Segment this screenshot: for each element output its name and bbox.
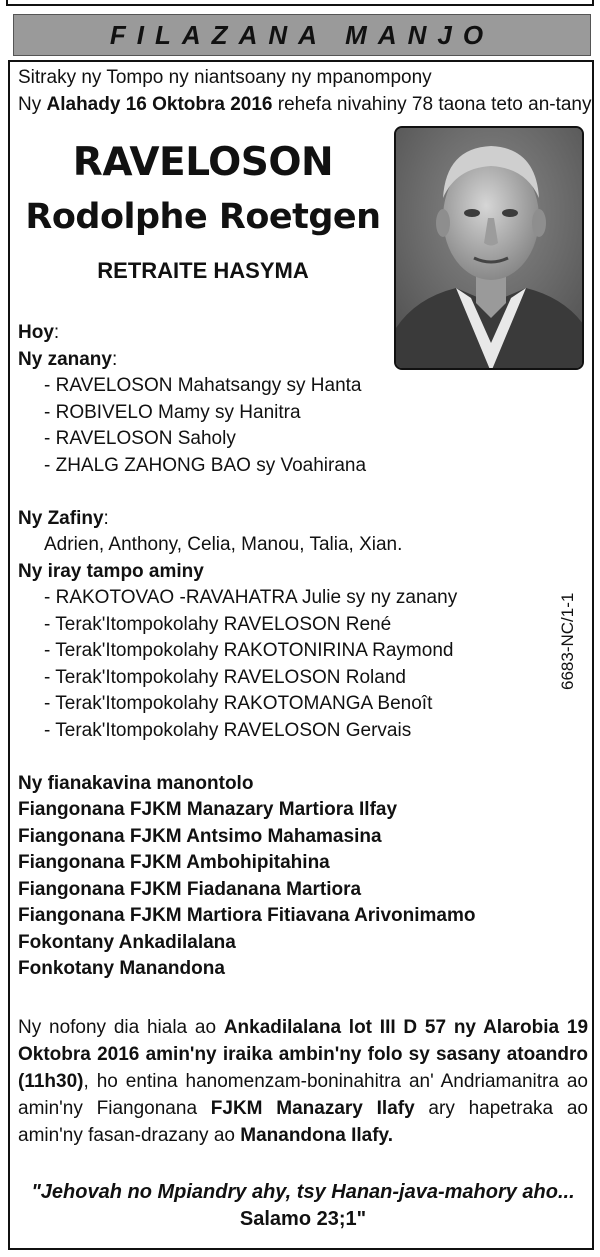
group-item: Ny fianakavina manontolo: [18, 772, 254, 794]
intro-line-2-prefix: Ny: [18, 94, 47, 115]
burial-text-3: ary hapetraka ao amin'ny fasan-drazany ao: [18, 1098, 588, 1146]
relatives-section: [18, 320, 588, 983]
deceased-surname: RAVELOSON: [72, 140, 334, 185]
group-item: Fiangonana FJKM Fiadanana Martiora: [18, 878, 362, 900]
group-item: Fiangonana FJKM Ambohipitahina: [18, 852, 330, 873]
top-border: [6, 0, 594, 6]
verse-reference: Salamo 23;1": [239, 1208, 367, 1230]
sibling-item: - RAKOTOVAO -RAVAHATRA Julie sy ny zanany: [44, 587, 458, 608]
burial-text-2: , ho entina hanomenzam-boninahitra an' Andriamanitra ao amin'ny Fiangonana: [18, 1071, 588, 1119]
group-item: Fiangonana FJKM Antsimo Mahamasina: [18, 825, 382, 847]
group-item: Fokontany Ankadilalana: [18, 931, 236, 953]
child-item: - RAVELOSON Mahatsangy sy Hanta: [44, 375, 362, 396]
child-item: - RAVELOSON Saholy: [44, 428, 236, 449]
intro-line-1: Sitraky ny Tompo ny niantsoany ny mpanompony: [18, 67, 432, 88]
intro-line-2-suffix: rehefa nivahiny 78 taona teto an-tany: [272, 94, 592, 115]
deceased-occupation: RETRAITE HASYMA: [97, 258, 309, 283]
group-item: Fiangonana FJKM Martiora Fitiavana Arivonimamo: [18, 905, 476, 926]
children-label: Ny zanany: [18, 348, 112, 370]
burial-paragraph: [18, 1014, 588, 1149]
sibling-item: - Terak'Itompokolahy RAKOTONIRINA Raymond: [44, 640, 454, 661]
banner-title: FILAZANA MANJO: [109, 19, 495, 50]
grandchildren-heading: [18, 506, 588, 533]
hoy-line: [18, 320, 588, 347]
verse-quote: [18, 1179, 588, 1206]
burial-location-time: Ankadilalana lot III D 57 ny Alarobia 19 Oktobra 2016 amin'ny iraika ambin'ny folo sy sasany atoandro (11h30): [18, 1017, 589, 1092]
sibling-item: - Terak'Itompokolahy RAVELOSON René: [44, 613, 392, 635]
ad-reference: 6683-NC/1-1: [558, 592, 577, 690]
burial-text-1: Ny nofony dia hiala ao: [18, 1017, 224, 1038]
burial-tomb: Manandona Ilafy.: [240, 1125, 393, 1146]
burial-church: FJKM Manazary Ilafy: [210, 1098, 415, 1119]
intro-line-2: [18, 91, 592, 118]
children-colon: :: [111, 348, 118, 370]
sibling-item: - Terak'Itompokolahy RAVELOSON Gervais: [44, 719, 412, 741]
child-item: - ZHALG ZAHONG BAO sy Voahirana: [44, 454, 367, 476]
grandchildren-names: Adrien, Anthony, Celia, Manou, Talia, Xian.: [44, 534, 403, 555]
notice-banner: [13, 14, 591, 56]
child-item: - ROBIVELO Mamy sy Hanitra: [44, 401, 301, 423]
sibling-item: - Terak'Itompokolahy RAKOTOMANGA Benoît: [44, 693, 433, 714]
intro-text: [18, 64, 592, 118]
deceased-given-names: Rodolphe Roetgen: [25, 197, 381, 237]
group-item: Fonkotany Manandona: [18, 958, 225, 979]
children-heading: [18, 347, 588, 374]
sibling-item: - Terak'Itompokolahy RAVELOSON Roland: [44, 666, 406, 688]
verse-quote-text: "Jehovah no Mpiandry ahy, tsy Hanan-java-mahory aho...: [31, 1181, 575, 1203]
bible-verse: [18, 1179, 588, 1233]
grandchildren-colon: :: [103, 507, 109, 529]
grandchildren-label: Ny Zafiny: [18, 507, 104, 529]
death-date: Alahady 16 Oktobra 2016: [46, 94, 273, 115]
hoy-label: Hoy: [18, 322, 54, 343]
hoy-colon: :: [53, 322, 60, 343]
siblings-heading: Ny iray tampo aminy: [18, 560, 204, 582]
group-item: Fiangonana FJKM Manazary Martiora Ilfay: [18, 799, 398, 820]
